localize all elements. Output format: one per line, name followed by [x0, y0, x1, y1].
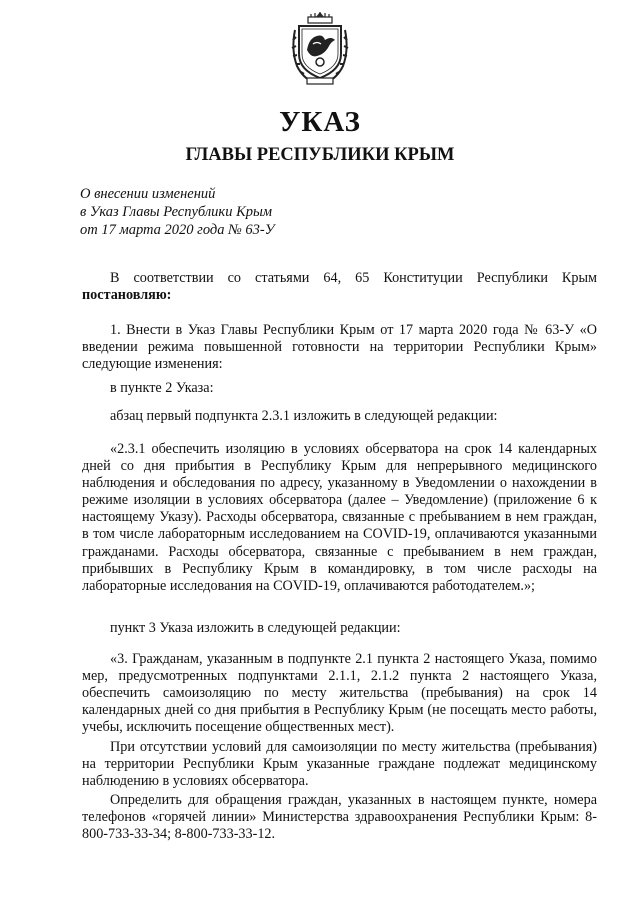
document-subject — [80, 185, 275, 239]
hotline-paragraph — [82, 792, 597, 843]
preamble-text: В соответствии со статьями 64, 65 Конституции Республики Крым — [110, 270, 597, 286]
quote-3-text: «3. Гражданам, указанным в подпункте 2.1 пункта 2 настоящего Указа, помимо мер, предусмотренных подпунктами 2.1.1, 2.1.2 пункта 2 настоящего Указа, обеспечить самоизоляцию по месту жительства (пребывания) на срок 14 календарных дней со дня прибытия в Республику Крым (не посещать место работы, учебы, исключить посещение общественных мест). — [82, 651, 597, 736]
subject-line: от 17 марта 2020 года № 63-У — [80, 222, 275, 238]
subject-line: О внесении изменений — [80, 186, 216, 202]
point-3-text: пункт 3 Указа изложить в следующей редакции: — [110, 620, 401, 636]
item-1-text: 1. Внести в Указ Главы Республики Крым от 17 марта 2020 года № 63-У «О введении режима повышенной готовности на территории Республики Крым» следующие изменения: — [82, 322, 597, 373]
resolve-word: постановляю: — [82, 287, 172, 304]
crimea-coat-of-arms-icon — [289, 10, 351, 86]
item-1-paragraph — [82, 322, 597, 373]
point-2-text: в пункте 2 Указа: — [110, 380, 214, 396]
subject-line: в Указ Главы Республики Крым — [80, 204, 273, 220]
point-2-paragraph — [82, 380, 597, 397]
quote-2-3-1-text: «2.3.1 обеспечить изоляцию в условиях обсерватора на срок 14 календарных дней со дня прибытия в Республику Крым для непрерывного медицинского наблюдения и обследования по адресу, указанному в Уведомлении о нахождении в режиме изоляции в условиях обсерватора (далее – Уведомление) (приложение 6 к настоящему Указу). Расходы обсерватора, связанные с пребыванием в нем граждан, в том числе лабораторным исследованием на COVID-19, оплачиваются указанными гражданами. Расходы обсерватора, связанные с пребыванием в нем граждан, прибывших в Республику Крым в командировку, в том числе расходы на лабораторные исследования на COVID-19, оплачиваются работодателем.»; — [82, 441, 597, 594]
preamble-paragraph — [82, 270, 597, 304]
document-title: УКАЗ — [279, 106, 361, 138]
quote-2-3-1-paragraph — [82, 441, 597, 595]
paragraph-intro-text: абзац первый подпункта 2.3.1 изложить в следующей редакции: — [110, 408, 498, 424]
paragraph-intro — [82, 408, 597, 425]
point-3-paragraph — [82, 620, 597, 637]
quote-3-paragraph — [82, 651, 597, 736]
absence-text: При отсутствии условий для самоизоляции по месту жительства (пребывания) на территории Республики Крым указанные граждане подлежат медицинскому наблюдению в условиях обсерватора. — [82, 739, 597, 790]
document-subtitle: ГЛАВЫ РЕСПУБЛИКИ КРЫМ — [185, 145, 455, 165]
absence-paragraph — [82, 739, 597, 790]
hotline-text: Определить для обращения граждан, указанных в настоящем пункте, номера телефонов «горячей линии» Министерства здравоохранения Республики Крым: 8-800-733-33-34; 8-800-733-33-12. — [82, 792, 597, 843]
